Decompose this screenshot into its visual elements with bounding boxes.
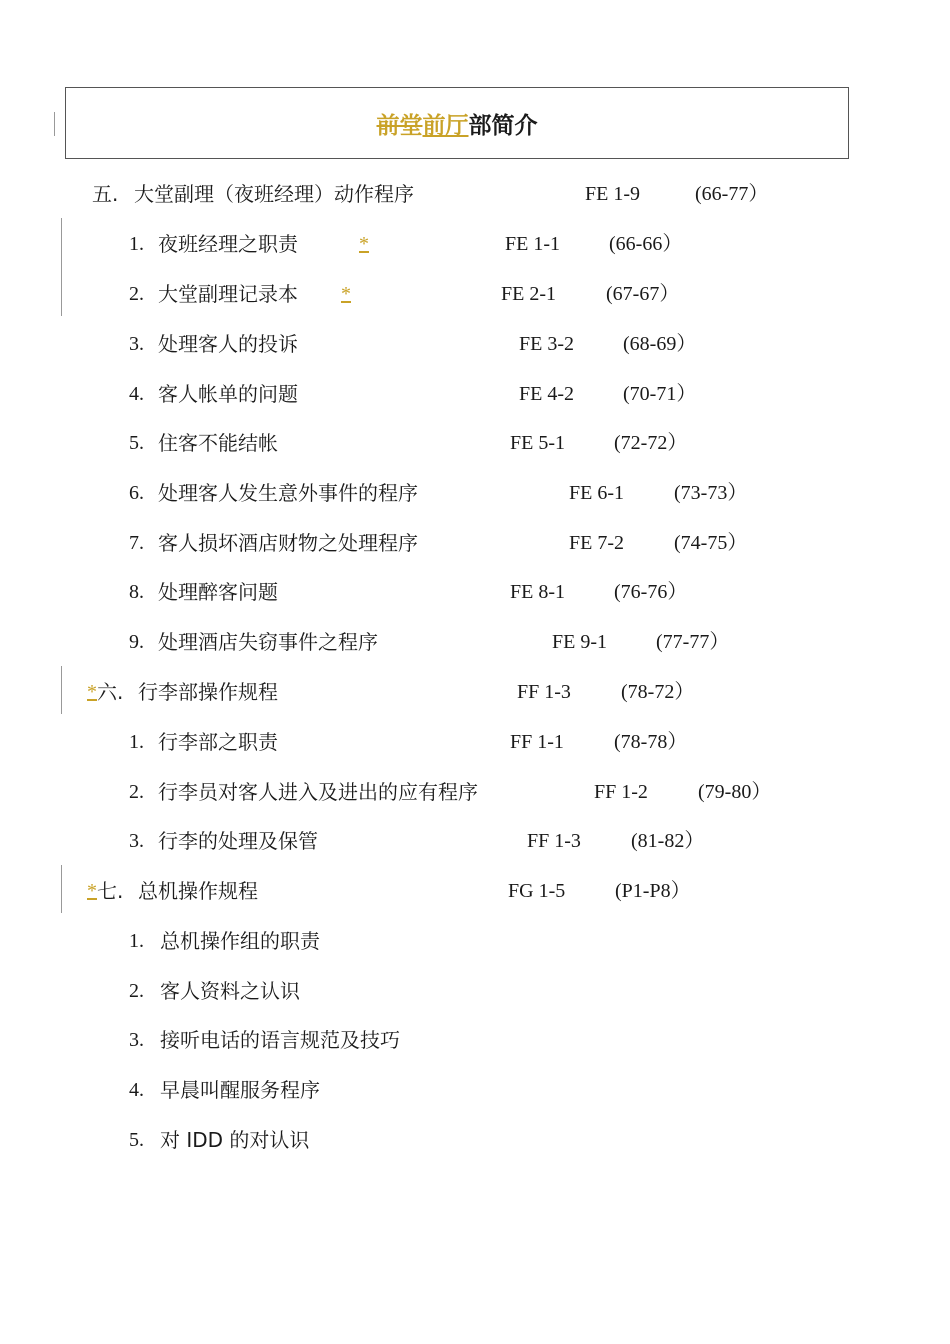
- item-number: 9.: [129, 631, 144, 653]
- section-code: FF 1-3: [517, 681, 571, 703]
- section-row-7: [0, 877, 950, 905]
- section-number: 七.: [97, 879, 124, 903]
- list-item: [0, 1026, 950, 1054]
- item-title: 客人损坏酒店财物之处理程序: [158, 531, 418, 555]
- list-item: [0, 628, 950, 656]
- item-code: FE 7-2: [569, 532, 624, 554]
- item-title: 处理酒店失窃事件之程序: [158, 630, 378, 654]
- list-item: [0, 827, 950, 855]
- section-title: 行李部操作规程: [138, 680, 278, 704]
- revision-marker: *: [87, 880, 97, 902]
- item-number: 1.: [129, 233, 144, 255]
- section-number: 六.: [97, 680, 124, 704]
- item-code: FE 2-1: [501, 283, 556, 305]
- title-text: 部简介: [468, 111, 538, 139]
- item-pages: (68-69）: [623, 333, 697, 355]
- item-number: 4.: [129, 1079, 144, 1101]
- item-pages: (72-72）: [614, 432, 688, 454]
- item-pages: (73-73）: [674, 482, 748, 504]
- item-title: 大堂副理记录本: [158, 282, 298, 306]
- item-code: FE 1-1: [505, 233, 560, 255]
- item-pages: (66-66）: [609, 233, 683, 255]
- section-title: 总机操作规程: [138, 879, 258, 903]
- list-item: [0, 330, 950, 358]
- title-deleted-text: 前堂: [376, 111, 423, 139]
- item-title: 客人资料之认识: [160, 979, 300, 1003]
- section-pages: (P1-P8）: [615, 880, 691, 902]
- item-number: 5.: [129, 1129, 144, 1151]
- item-pages: (76-76）: [614, 581, 688, 603]
- section-number: 五.: [92, 182, 119, 206]
- section-row-6: [0, 678, 950, 706]
- item-number: 1.: [129, 731, 144, 753]
- item-number: 5.: [129, 432, 144, 454]
- list-item: [0, 230, 950, 258]
- list-item: [0, 778, 950, 806]
- item-number: 3.: [129, 333, 144, 355]
- title-inserted-text: 前厅: [422, 111, 469, 139]
- list-item: [0, 429, 950, 457]
- item-code: FE 6-1: [569, 482, 624, 504]
- list-item: [0, 380, 950, 408]
- revision-marker: *: [359, 233, 369, 255]
- item-code: FE 8-1: [510, 581, 565, 603]
- section-pages: (66-77）: [695, 183, 769, 205]
- list-item: [0, 479, 950, 507]
- section-row-5: [0, 180, 950, 208]
- item-number: 8.: [129, 581, 144, 603]
- item-pages: (78-78）: [614, 731, 688, 753]
- item-code: FE 5-1: [510, 432, 565, 454]
- section-code: FE 1-9: [585, 183, 640, 205]
- page-title: [65, 87, 849, 159]
- item-code: FF 1-2: [594, 781, 648, 803]
- item-pages: (70-71）: [623, 383, 697, 405]
- list-item: [0, 578, 950, 606]
- list-item: [0, 927, 950, 955]
- item-pages: (79-80）: [698, 781, 772, 803]
- item-number: 2.: [129, 283, 144, 305]
- item-code: FF 1-1: [510, 731, 564, 753]
- item-pages: (74-75）: [674, 532, 748, 554]
- item-title: 处理客人的投诉: [158, 332, 298, 356]
- list-item: [0, 280, 950, 308]
- section-pages: (78-72）: [621, 681, 695, 703]
- list-item: [0, 529, 950, 557]
- item-title: 行李部之职责: [158, 730, 278, 754]
- item-title: 接听电话的语言规范及技巧: [160, 1028, 400, 1052]
- item-title: 对 IDD 的对认识: [160, 1128, 310, 1152]
- list-item: [0, 728, 950, 756]
- item-number: 4.: [129, 383, 144, 405]
- item-title: 处理醉客问题: [158, 580, 278, 604]
- item-number: 6.: [129, 482, 144, 504]
- item-title: 行李员对客人进入及进出的应有程序: [158, 780, 478, 804]
- item-code: FE 9-1: [552, 631, 607, 653]
- item-number: 2.: [129, 980, 144, 1002]
- item-pages: (67-67）: [606, 283, 680, 305]
- list-item: [0, 977, 950, 1005]
- revision-marker: *: [341, 283, 351, 305]
- change-bar: [54, 112, 55, 136]
- list-item: [0, 1076, 950, 1104]
- item-number: 3.: [129, 1029, 144, 1051]
- item-title: 夜班经理之职责: [158, 232, 298, 256]
- item-title: 行李的处理及保管: [158, 829, 318, 853]
- section-code: FG 1-5: [508, 880, 566, 902]
- item-code: FE 4-2: [519, 383, 574, 405]
- item-number: 1.: [129, 930, 144, 952]
- item-title: 早晨叫醒服务程序: [160, 1078, 320, 1102]
- item-pages: (77-77）: [656, 631, 730, 653]
- item-title: 客人帐单的问题: [158, 382, 298, 406]
- item-title: 总机操作组的职责: [160, 929, 320, 953]
- list-item: [0, 1126, 950, 1154]
- item-pages: (81-82）: [631, 830, 705, 852]
- item-title: 处理客人发生意外事件的程序: [158, 481, 418, 505]
- item-number: 7.: [129, 532, 144, 554]
- revision-marker: *: [87, 681, 97, 703]
- item-code: FF 1-3: [527, 830, 581, 852]
- section-title: 大堂副理（夜班经理）动作程序: [134, 182, 414, 206]
- item-number: 2.: [129, 781, 144, 803]
- item-code: FE 3-2: [519, 333, 574, 355]
- item-title: 住客不能结帐: [158, 431, 278, 455]
- item-number: 3.: [129, 830, 144, 852]
